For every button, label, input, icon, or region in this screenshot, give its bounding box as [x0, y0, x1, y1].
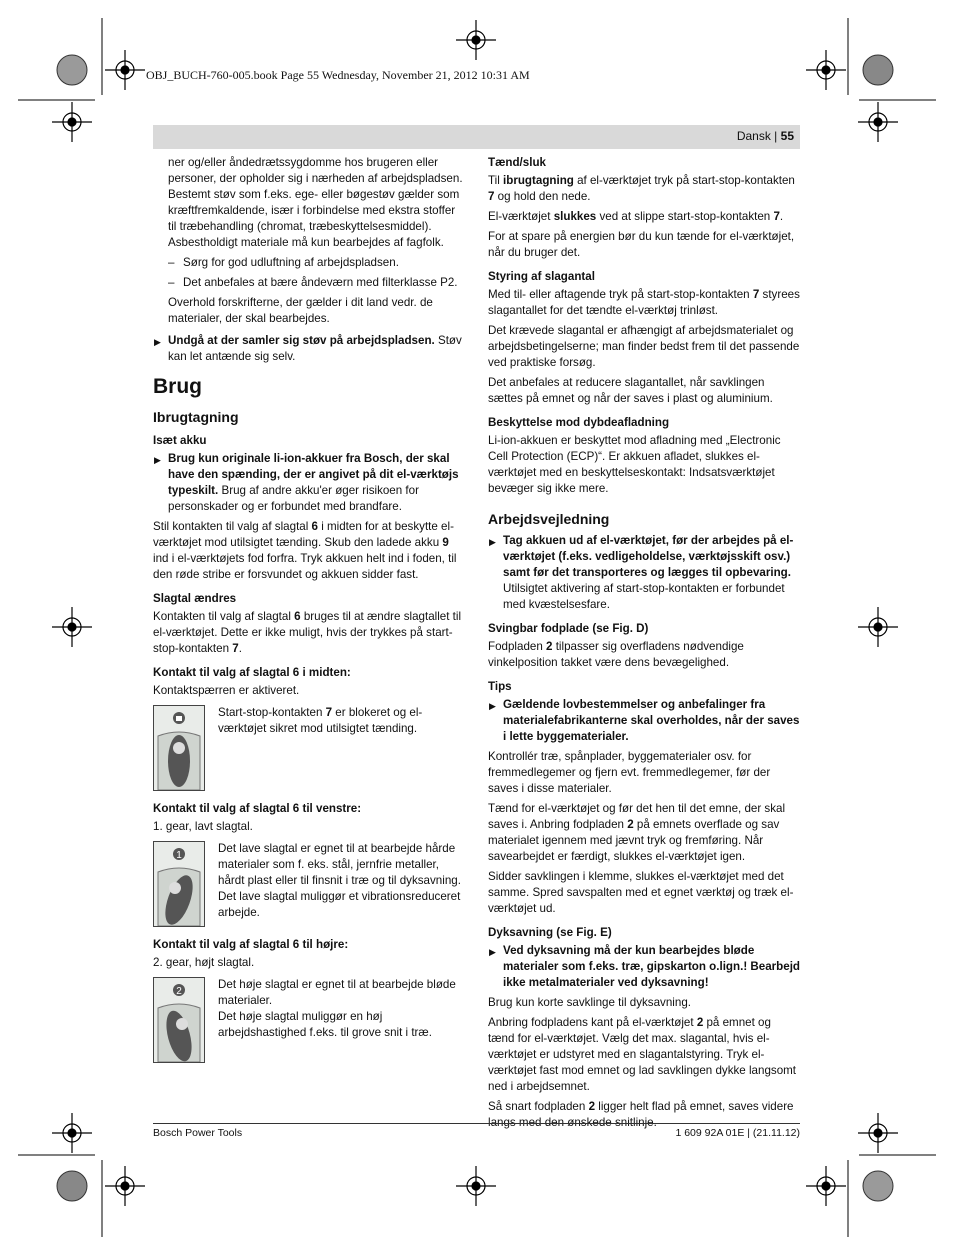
footer-rule [153, 1123, 800, 1124]
paragraph: Overhold forskrifterne, der gælder i dit land vedr. de materialer, der skal bearbejdes. [168, 296, 433, 325]
paragraph: Li-ion-akkuen er beskyttet mod afladning med „Electronic Cell Protection (ECP)“. Er akkuen afladet, slukkes el-værktøjet med en beskyttelseskontakt: Indsatsværktøjet bevæger sig ikke mere. [488, 434, 781, 495]
paragraph: Stil kontakten til valg af slagtal 6 i midten for at beskytte el-værktøjet mod utilsigtet tænding. Skub den ladede akku 9 ind i el-værktøjets fod forfra. Tryk akkuen helt ind i foden, til den røde stribe er forsvundet og akkuen sidder fast. [153, 520, 457, 581]
warning-bullet: ▶ Undgå at der samler sig støv på arbejdspladsen. Støv kan let antænde sig selv. [153, 333, 465, 365]
column-left [153, 155, 465, 1073]
gear-2-switch-icon [154, 978, 204, 1062]
subsection-title: Arbejdsvejledning [488, 511, 610, 527]
footer-brand: Bosch Power Tools [153, 1127, 243, 1139]
svg-text:1: 1 [176, 850, 182, 861]
page-number: 55 [780, 129, 794, 143]
warning-bullet: ▶ Gældende lovbestemmelser og anbefalinger fra materialefabrikanterne skal overholdes, når der saves i lette byggematerialer. [488, 697, 800, 745]
paragraph: Med til- eller aftagende tryk på start-stop-kontakten 7 styrees slagantallet for det tændte el-værktøj trinløst. [488, 288, 800, 317]
gear-1-switch-icon [154, 842, 204, 926]
heading: Beskyttelse mod dybdeafladning [488, 416, 670, 429]
header-language: Dansk [736, 129, 771, 143]
paragraph: Fodpladen 2 tilpasser sig overfladens nødvendige vinkelposition takket være dens bevægelighed. [488, 640, 744, 669]
paragraph: Sidder savklingen i klemme, slukkes el-værktøjet med det samme. Spred savspalten med et egnet værktøj og træk el-værktøjet ud. [488, 870, 794, 915]
switch-left-figure [153, 841, 205, 927]
subsection-title: Ibrugtagning [153, 409, 239, 425]
warning-bullet: ▶ Tag akkuen ud af el-værktøjet, før der arbejdes på el-værktøjet (f.eks. vedligeholdelse, værktøjsskift osv.) samt før det transporteres og lægges til opbevaring. Utilsigtet aktivering af start-stop-kontakten er forbundet med kvæstelsesfare. [488, 533, 800, 613]
dash-item: – Sørg for god udluftning af arbejdspladsen. [153, 255, 465, 271]
heading: Kontakt til valg af slagtal 6 i midten: [153, 666, 351, 679]
figure-caption: Start-stop-kontakten 7 er blokeret og el-værktøjet sikret mod utilsigtet tænding. [218, 706, 423, 735]
paragraph: Kontakten til valg af slagtal 6 bruges til at ændre slagtallet til el-værktøjet. Dette er ikke muligt, hvis der trykkes på start-stop-kontakten 7. [153, 610, 462, 655]
section-title: Brug [153, 375, 202, 398]
figure-row [153, 977, 465, 1063]
column-right [488, 155, 800, 1135]
warning-bullet: ▶ Ved dyksavning må der kun bearbejdes bløde materialer som f.eks. træ, gipskarton o.lign.! Bearbejd ikke metalmaterialer ved dyksavning! [488, 943, 800, 991]
paragraph: Til ibrugtagning af el-værktøjet tryk på start-stop-kontakten 7 og hold den nede. [488, 174, 795, 203]
heading: Kontakt til valg af slagtal 6 til højre: [153, 938, 349, 951]
heading: Svingbar fodplade (se Fig. D) [488, 622, 649, 635]
paragraph: ner og/eller åndedrætssygdomme hos brugeren eller personer, der opholder sig i nærheden af arbejdspladsen. Bestemt støv som f.eks. ege- eller bøgestøv gælder som kræftfremkaldende, især i forbindelse med ekstra stoffer til træbehandling (chromat, træbeskyttelsesmiddel). Asbestholdigt materiale må kun bearbejdes af fagfolk. [168, 156, 463, 249]
lock-switch-icon [154, 706, 204, 790]
warning-bullet: ▶ Brug kun originale li-ion-akkuer fra Bosch, der skal have den spænding, der er angivet på dit el-værktøjs typeskilt. Brug af andre akku'er øger risikoen for personskader og er forbundet med brandfare. [153, 451, 465, 515]
footer-docnumber: 1 609 92A 01E | (21.11.12) [675, 1127, 800, 1139]
heading: Kontakt til valg af slagtal 6 til venstre: [153, 802, 362, 815]
heading: Slagtal ændres [153, 592, 237, 605]
print-slug: OBJ_BUCH-760-005.book Page 55 Wednesday, November 21, 2012 10:31 AM [146, 68, 530, 82]
heading: Tænd/sluk [488, 156, 546, 169]
paragraph: El-værktøjet slukkes ved at slippe start-stop-kontakten 7. [488, 210, 784, 223]
dash-item: – Det anbefales at bære åndeværn med filterklasse P2. [153, 275, 465, 291]
paragraph: Kontaktspærren er aktiveret. [153, 684, 300, 697]
switch-right-figure [153, 977, 205, 1063]
paragraph: Det krævede slagantal er afhængigt af arbejdsmaterialet og arbejdsbetingelserne; man finder bedst frem til det passende ved praktiske forsøg. [488, 324, 800, 369]
paragraph: 2. gear, højt slagtal. [153, 956, 255, 969]
header-separator: | [774, 129, 778, 143]
heading: Isæt akku [153, 434, 207, 447]
heading: Tips [488, 680, 512, 693]
paragraph: Anbring fodpladens kant på el-værktøjet 2 på emnet og tænd for el-værktøjet. Vælg det max. slagantal, hvis el-værktøjet er udstyret med en slagantalstyring. Tryk el-værktøjet fast mod emnet og lad savklingen dykke langsomt ned i arbejdsemnet. [488, 1016, 797, 1093]
heading: Styring af slagantal [488, 270, 595, 283]
running-header [737, 129, 794, 143]
svg-text:2: 2 [176, 986, 182, 997]
paragraph: Brug kun korte savklinge til dyksavning. [488, 996, 691, 1009]
switch-middle-figure [153, 705, 205, 791]
paragraph: Kontrollér træ, spånplader, byggematerialer osv. for fremmedlegemer og fjern evt. fremmedlegemer, før der saves i disse materialer. [488, 750, 771, 795]
figure-caption: Det lave slagtal er egnet til at bearbejde hårde materialer som f. eks. stål, jernfrie metaller, hårdt plast eller til finsnit i træ og til dyksavning. Det lave slagtal muliggør et vibrationsreduceret arbejde. [218, 842, 461, 919]
paragraph: Tænd for el-værktøjet og før det hen til det emne, der skal saves i. Anbring fodpladen 2 på emnets overflade og sav materialet igennem med jævnt tryk og fremføring. Når savearbejdet er færdigt, slukkes el-værktøjet igen. [488, 802, 786, 863]
figure-row [153, 841, 465, 927]
paragraph: Det anbefales at reducere slagantallet, når savklingen sættes på emnet og når der saves i plast og aluminium. [488, 376, 773, 405]
paragraph: 1. gear, lavt slagtal. [153, 820, 253, 833]
heading: Dyksavning (se Fig. E) [488, 926, 612, 939]
paragraph: Så snart fodpladen 2 ligger helt flad på emnet, saves videre langs med den ønskede snitlinje. [488, 1100, 794, 1129]
figure-caption: Det høje slagtal er egnet til at bearbejde bløde materialer. Det høje slagtal muliggør en høj arbejdshastighed f.eks. til grove snit i træ. [218, 978, 456, 1039]
paragraph: For at spare på energien bør du kun tænde for el-værktøjet, når du bruger det. [488, 230, 795, 259]
header-band [153, 125, 800, 149]
figure-row [153, 705, 465, 791]
